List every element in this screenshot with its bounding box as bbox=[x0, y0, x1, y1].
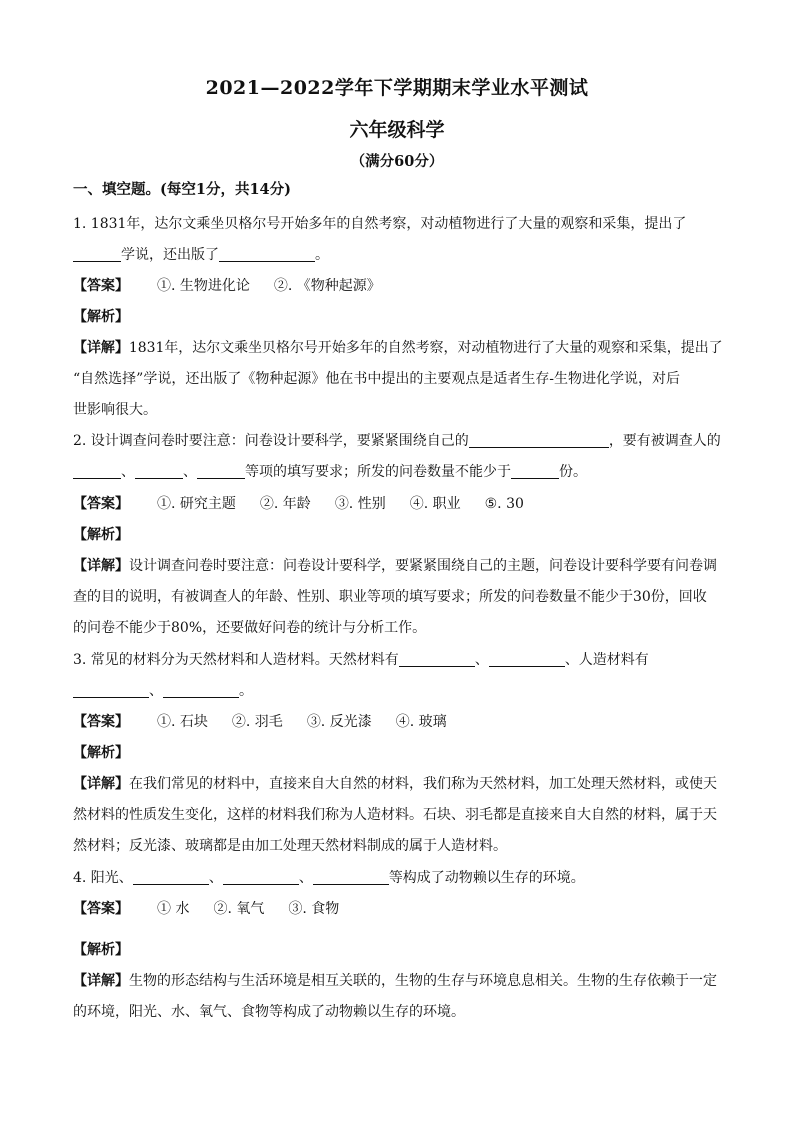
section-heading: 一、填空题。(每空1分，共14分) bbox=[73, 181, 291, 198]
q3-text-line2: 、 。 bbox=[73, 681, 253, 701]
q2-blank-4 bbox=[197, 464, 245, 479]
q4-blank-2 bbox=[223, 870, 299, 885]
q3-answer-row bbox=[73, 712, 471, 732]
answer-label: 【答案】 bbox=[73, 278, 129, 294]
q2-detail-line2: 查的目的说明，有被调查人的年龄、性别、职业等项的填写要求；所发的问卷数量不能少于30份，回收 bbox=[73, 589, 707, 605]
q1-detail-line2: “自然选择”学说，还出版了《物种起源》他在书中提出的主要观点是适者生存-生物进化学说，对后 bbox=[73, 371, 681, 387]
q1-detail-line3: 世影响很大。 bbox=[73, 402, 157, 418]
q3-blank-4 bbox=[163, 683, 239, 698]
q2-blank-5 bbox=[511, 464, 559, 479]
q1-text-line2 bbox=[73, 245, 329, 265]
q3-detail-line1: 【详解】在我们常见的材料中，直接来自大自然的材料，我们称为天然材料，加工处理天然材料，或使天 bbox=[73, 776, 717, 792]
q1-detail-line1: 【详解】1831年，达尔文乘坐贝格尔号开始多年的自然考察，对动植物进行了大量的观察和采集，提出了 bbox=[73, 340, 723, 356]
exam-subtitle: 六年级科学 bbox=[349, 119, 445, 141]
q1-blank-1 bbox=[73, 247, 121, 262]
q3-blank-2 bbox=[489, 652, 565, 667]
q2-answer-3: ③. 性别 bbox=[334, 496, 386, 512]
q4-answer-row bbox=[73, 899, 363, 919]
q1-answer-2: ②. 《物种起源》 bbox=[273, 278, 381, 294]
q1-text-line1: 1. 1831年，达尔文乘坐贝格尔号开始多年的自然考察，对动植物进行了大量的观察和采集，提出了 bbox=[73, 216, 687, 232]
q1-answer-1: ①. 生物进化论 bbox=[157, 278, 250, 294]
q2-answer-2: ②. 年龄 bbox=[259, 496, 311, 512]
q2-blank-1 bbox=[469, 433, 609, 448]
q2-answer-1: ①. 研究主题 bbox=[157, 496, 236, 512]
q4-text-line1: 4. 阳光、 、 、 等构成了动物赖以生存的环境。 bbox=[73, 870, 585, 886]
q2-blank-2 bbox=[73, 464, 121, 479]
q2-detail-line1: 【详解】设计调查问卷时要注意：问卷设计要科学，要紧紧围绕自己的主题，问卷设计要科学要有问卷调 bbox=[73, 558, 717, 574]
q1-text: 。 bbox=[315, 247, 329, 263]
exam-title: 2021—2022学年下学期期末学业水平测试 bbox=[205, 77, 589, 99]
q4-detail-line2: 的环境，阳光、水、氧气、食物等构成了动物赖以生存的环境。 bbox=[73, 1004, 465, 1020]
q4-answer-1: ① 水 bbox=[157, 901, 190, 917]
q2-answer-row bbox=[73, 494, 548, 514]
q3-answer-3: ③. 反光漆 bbox=[306, 714, 372, 730]
q2-answer-5: ⑤. 30 bbox=[484, 496, 524, 512]
analysis-label: 【解析】 bbox=[73, 527, 129, 543]
q4-blank-3 bbox=[313, 870, 389, 885]
q3-detail-line2: 然材料的性质发生变化，这样的材料我们称为人造材料。石块、羽毛都是直接来自大自然的材料，属于天 bbox=[73, 807, 717, 823]
q3-text-line1: 3. 常见的材料分为天然材料和人造材料。天然材料有 、 、人造材料有 bbox=[73, 652, 649, 668]
q3-answer-2: ②. 羽毛 bbox=[231, 714, 283, 730]
q4-detail-line1: 【详解】生物的形态结构与生活环境是相互关联的，生物的生存与环境息息相关。生物的生存依赖于一定 bbox=[73, 973, 717, 989]
q3-blank-3 bbox=[73, 683, 149, 698]
q4-answer-2: ②. 氧气 bbox=[213, 901, 265, 917]
q3-answer-4: ④. 玻璃 bbox=[395, 714, 447, 730]
q1-text: 学说，还出版了 bbox=[121, 247, 219, 263]
q3-detail-line3: 然材料；反光漆、玻璃都是由加工处理天然材料制成的属于人造材料。 bbox=[73, 838, 507, 854]
q1-blank-2 bbox=[219, 247, 315, 262]
answer-label: 【答案】 bbox=[73, 496, 129, 512]
q2-text-line2: 、 、 等项的填写要求；所发的问卷数量不能少于 份。 bbox=[73, 462, 587, 482]
q2-text-line1: 2. 设计调查问卷时要注意：问卷设计要科学，要紧紧围绕自己的 ，要有被调查人的 bbox=[73, 433, 721, 449]
q4-answer-3: ③. 食物 bbox=[288, 901, 340, 917]
q3-answer-1: ①. 石块 bbox=[157, 714, 208, 730]
q4-blank-1 bbox=[133, 870, 209, 885]
exam-score: （满分60分） bbox=[350, 153, 444, 170]
q1-answer-row bbox=[73, 276, 405, 296]
answer-label: 【答案】 bbox=[73, 901, 129, 917]
q2-blank-3 bbox=[135, 464, 183, 479]
answer-label: 【答案】 bbox=[73, 714, 129, 730]
analysis-label: 【解析】 bbox=[73, 942, 129, 958]
q2-answer-4: ④. 职业 bbox=[409, 496, 461, 512]
q2-detail-line3: 的问卷不能少于80%，还要做好问卷的统计与分析工作。 bbox=[73, 620, 427, 636]
q3-blank-1 bbox=[399, 652, 475, 667]
analysis-label: 【解析】 bbox=[73, 309, 129, 325]
analysis-label: 【解析】 bbox=[73, 745, 129, 761]
